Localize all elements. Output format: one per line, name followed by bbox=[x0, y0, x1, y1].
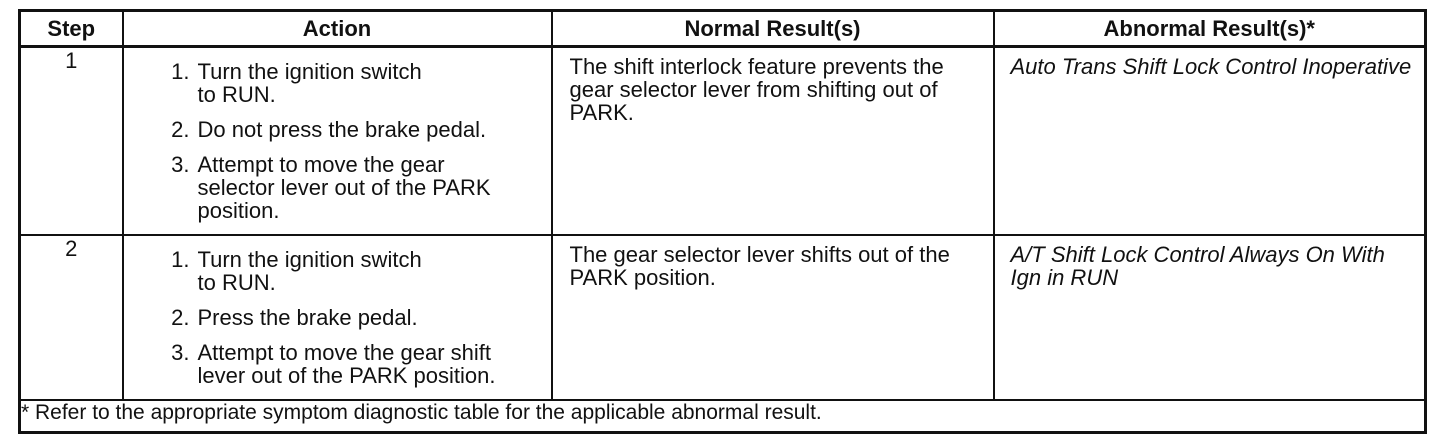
action-item bbox=[124, 306, 551, 329]
action-list bbox=[124, 236, 551, 387]
action-item bbox=[124, 341, 551, 387]
abnormal-result-cell bbox=[994, 235, 1426, 400]
action-text-line: Attempt to move the gear shift bbox=[197, 340, 491, 365]
footnote-row bbox=[20, 400, 1426, 433]
header-normal-result: Normal Result(s) bbox=[552, 11, 994, 47]
action-text bbox=[198, 248, 551, 294]
diagnostic-table bbox=[18, 9, 1427, 434]
action-text-line: to RUN. bbox=[197, 82, 276, 107]
normal-result-text: The shift interlock feature prevents the gear selector lever from shifting out of PARK. bbox=[569, 54, 944, 125]
action-number: 2. bbox=[171, 117, 190, 142]
action-text-line: Turn the ignition switch bbox=[197, 59, 422, 84]
normal-result-cell bbox=[552, 235, 994, 400]
action-list bbox=[124, 48, 551, 222]
action-text bbox=[198, 153, 551, 222]
action-item bbox=[124, 118, 551, 141]
action-text-line: selector lever out of the PARK bbox=[197, 175, 491, 200]
abnormal-result-link: A/T Shift Lock Control Always On With Ign in RUN bbox=[1010, 242, 1385, 290]
action-text-line: Turn the ignition switch bbox=[197, 247, 422, 272]
action-item bbox=[124, 153, 551, 222]
action-text bbox=[198, 60, 551, 106]
action-text bbox=[198, 341, 551, 387]
header-step: Step bbox=[20, 11, 123, 47]
action-item bbox=[124, 248, 551, 294]
action-number: 3. bbox=[171, 340, 190, 365]
footnote: * Refer to the appropriate symptom diagnostic table for the applicable abnormal result. bbox=[20, 400, 1426, 433]
header-abnormal-result: Abnormal Result(s)* bbox=[994, 11, 1426, 47]
table-row bbox=[20, 47, 1426, 236]
action-text: Do not press the brake pedal. bbox=[197, 117, 487, 142]
action-number: 1. bbox=[171, 59, 190, 84]
action-item bbox=[124, 60, 551, 106]
document-page bbox=[18, 9, 1424, 434]
header-action: Action bbox=[123, 11, 552, 47]
abnormal-result-link: Auto Trans Shift Lock Control Inoperative bbox=[1010, 54, 1412, 79]
action-text: Press the brake pedal. bbox=[197, 305, 418, 330]
step-number: 2 bbox=[20, 235, 123, 400]
action-cell bbox=[123, 235, 552, 400]
step-number: 1 bbox=[20, 47, 123, 236]
table-row bbox=[20, 235, 1426, 400]
normal-result-text: The gear selector lever shifts out of the PARK position. bbox=[569, 242, 950, 290]
action-text-line: position. bbox=[197, 198, 280, 223]
action-text-line: lever out of the PARK position. bbox=[197, 363, 496, 388]
action-number: 2. bbox=[171, 305, 190, 330]
normal-result-cell bbox=[552, 47, 994, 236]
action-number: 1. bbox=[171, 247, 190, 272]
action-text-line: Attempt to move the gear bbox=[197, 152, 445, 177]
action-text-line: to RUN. bbox=[197, 270, 276, 295]
header-row bbox=[20, 11, 1426, 47]
abnormal-result-cell bbox=[994, 47, 1426, 236]
action-number: 3. bbox=[171, 152, 190, 177]
action-cell bbox=[123, 47, 552, 236]
